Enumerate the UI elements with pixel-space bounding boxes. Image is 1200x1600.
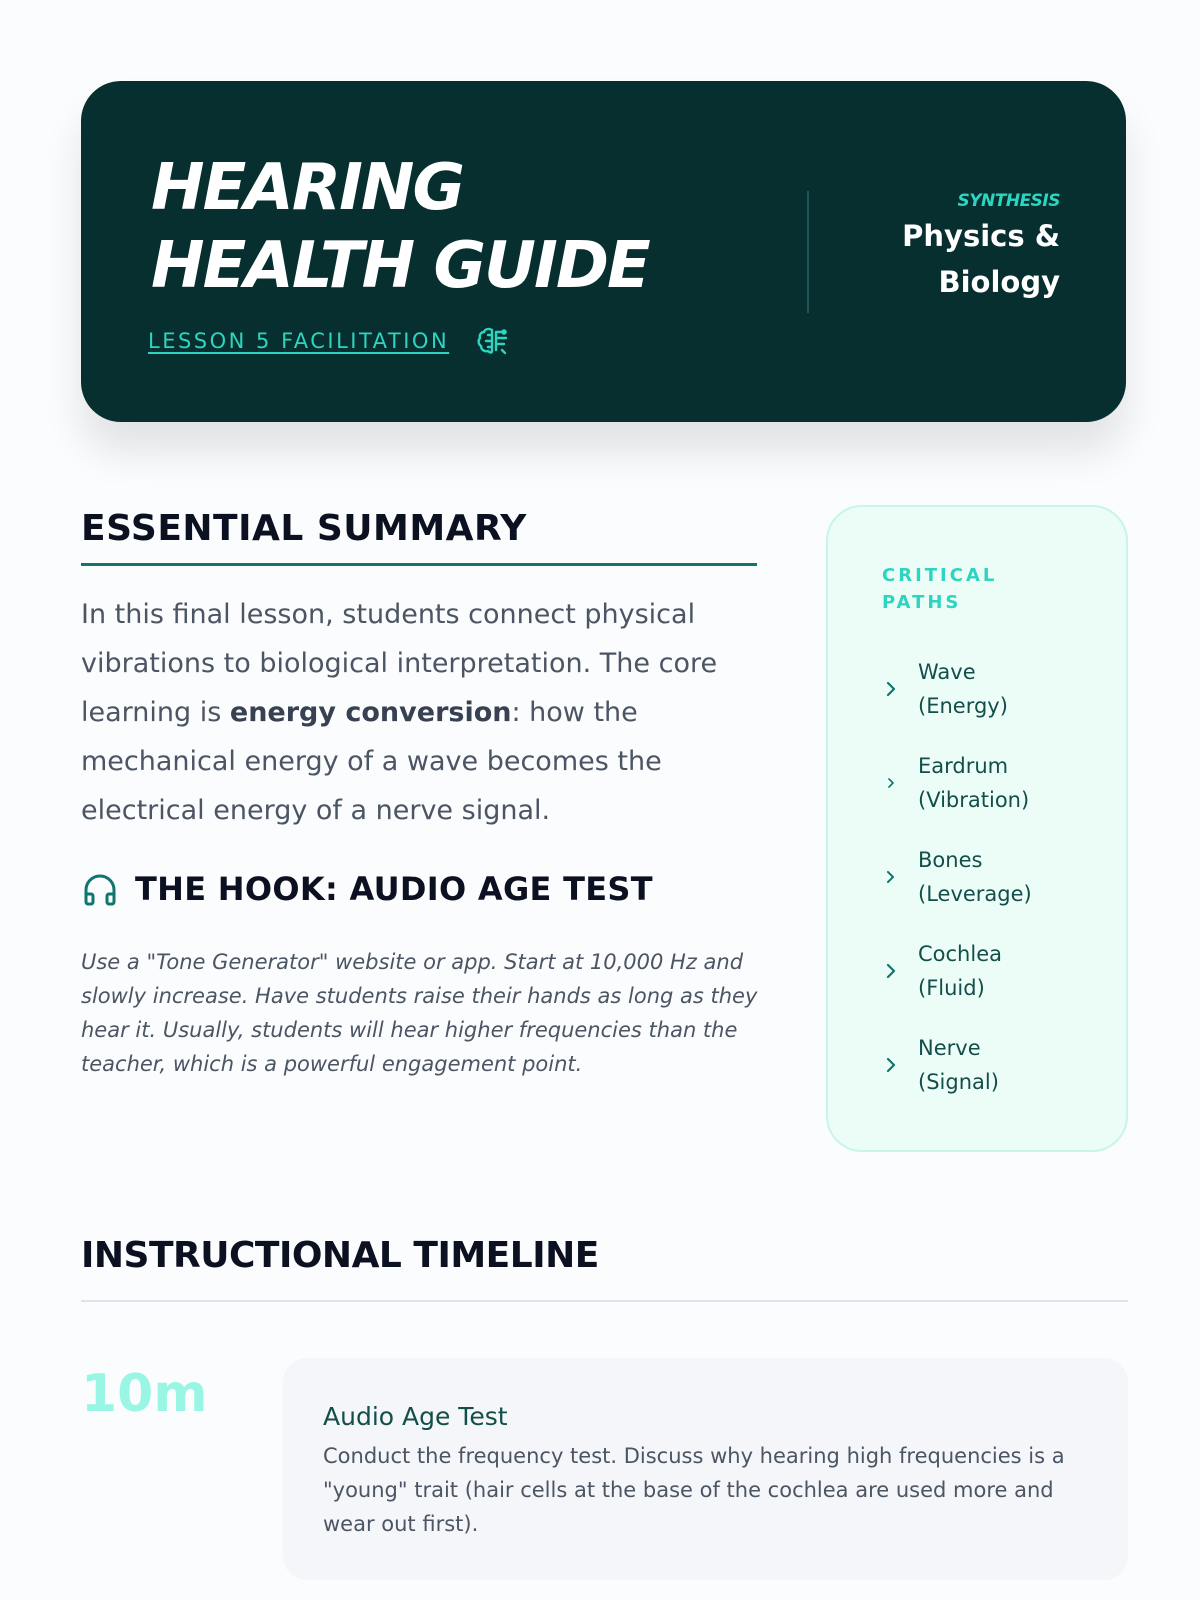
path-label-cochlea: Cochlea (Fluid) [918,942,1002,1000]
brain-icon [477,324,511,358]
summary-text-end: : how the mechanical energy of a wave becomes the electrical energy of a nerve signal. [81,697,662,826]
hook-heading-row [81,870,653,908]
header-subject-block [890,191,1060,305]
path-item [884,1031,1058,1099]
path-item [884,843,1058,911]
path-label-wave: Wave (Energy) [918,660,1008,718]
title-line-1: HEARING [151,151,463,225]
page-title [151,149,791,305]
path-item [884,937,1058,1005]
chevron-right-icon [884,774,898,792]
chevron-right-icon [884,680,898,698]
timeline-heading: INSTRUCTIONAL TIMELINE [81,1235,599,1276]
lesson-row [148,324,511,358]
hook-text: Use a "Tone Generator" website or app. Start at 10,000 Hz and slowly increase. Have students raise their hands as long as they hear it. Usually, students will hear higher frequencies than the teacher, which is a powerful engagement point. [81,950,758,1076]
header-divider [807,191,809,313]
path-item [884,749,1058,817]
timeline-divider [81,1300,1128,1302]
summary-text-bold: energy conversion [229,697,512,728]
timeline-step-card [283,1358,1128,1580]
chevron-right-icon [884,868,898,886]
timeline-step-text: Conduct the frequency test. Discuss why hearing high frequencies is a "young" trait (hair cells at the base of the cochlea are used more and wear out first). [323,1444,1065,1536]
hook-heading: THE HOOK: AUDIO AGE TEST [135,870,653,908]
timeline-step-title: Audio Age Test [323,1402,508,1431]
lesson-facilitation-link[interactable]: LESSON 5 FACILITATION [148,329,450,353]
critical-paths-panel [826,505,1128,1152]
path-label-bones: Bones (Leverage) [918,848,1032,906]
summary-text-start: In this final lesson, students connect physical vibrations to biological interpretation. The core learning is [81,599,718,728]
path-label-nerve: Nerve (Signal) [918,1036,999,1094]
summary-divider [81,563,757,566]
critical-paths-title: CRITICAL PATHS [882,565,998,613]
headphones-icon [81,870,119,908]
chevron-right-icon [884,1056,898,1074]
path-label-eardrum: Eardrum (Vibration) [918,754,1030,812]
synthesis-tag: SYNTHESIS [957,191,1060,211]
title-line-2: HEALTH GUIDE [151,229,649,303]
summary-heading: ESSENTIAL SUMMARY [81,508,527,549]
timeline-step-duration: 10m [81,1364,208,1424]
subject-label: Physics & Biology [902,219,1060,299]
summary-text [81,590,741,835]
path-item [884,655,1058,723]
chevron-right-icon [884,962,898,980]
header-card [81,81,1126,422]
